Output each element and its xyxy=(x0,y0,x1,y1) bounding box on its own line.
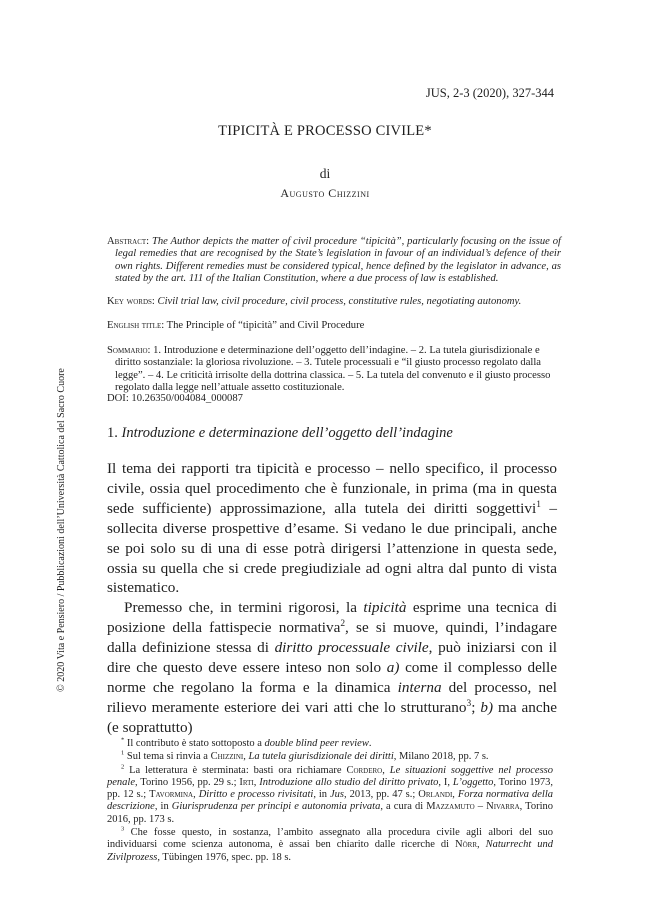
text-run: Il contributo è stato sottoposto a xyxy=(124,738,265,749)
text-run: , 2013, pp. 47 s.; xyxy=(344,789,419,801)
body-paragraph-1 xyxy=(107,459,557,598)
footnote-ref-3: 3 xyxy=(466,698,472,709)
footnote-mark: 3 xyxy=(121,825,125,833)
text-run: Che fosse questo, in sostanza, l’ambito assegnato alla procedura civile agli albori del suo individuarsi come scienza autonoma, è assai ben chiarito dalle ricerche di xyxy=(107,827,553,851)
text-run: – sollecita diverse prospettive d’esame. Si vedano le due principali, anche se poi solo su di una di esse potrà dirigersi l’attenzione in questa sede, ossia su quella che si crede pregiudiziale ad ogni altra dal punto di vista sistematico. xyxy=(107,499,557,597)
footnote-star xyxy=(107,738,553,750)
text-run: Sul tema si rinvia a xyxy=(124,751,211,763)
text-run: , xyxy=(253,776,260,788)
abstract-label: Abstract: xyxy=(107,236,150,247)
english-title xyxy=(107,320,561,332)
footnote-ref-1: 1 xyxy=(536,499,541,510)
italic-run: Giurisprudenza per principi e autonomia privata xyxy=(171,801,381,813)
italic-run: tipicità xyxy=(363,599,407,617)
footnote-mark: 2 xyxy=(121,763,125,771)
footnote-mark: 1 xyxy=(121,749,125,757)
doi: DOI: 10.26350/004084_000087 xyxy=(107,393,243,404)
summary-label: Sommario: xyxy=(107,345,151,356)
text-run: Il tema dei rapporti tra tipicità e processo – nello specifico, il processo civile, ossia quel procedimento che è funzionale, in prima (ma in questa sede sufficiente) approssimazione, alla tutela dei diritti soggettivi xyxy=(107,460,557,517)
section-heading xyxy=(107,425,453,442)
copyright-side-credit: © 2020 Vita e Pensiero / Pubblicazioni dell’Università Cattolica del Sacro Cuore xyxy=(56,368,67,692)
text-run: , xyxy=(382,764,390,776)
text-run: come il complesso delle norme che regolano la forma e la dinamica xyxy=(107,659,557,696)
author-name: Augusto Chizzini xyxy=(280,186,370,200)
footnote-2 xyxy=(107,765,553,826)
text-run: ; xyxy=(471,698,481,716)
text-run: La letteratura è sterminata: basti ora richiamare xyxy=(124,764,347,776)
text-run: , xyxy=(477,839,486,851)
italic-run: interna xyxy=(397,678,442,696)
key-words xyxy=(107,296,561,308)
text-run: , xyxy=(452,789,458,801)
text-run: , in xyxy=(154,801,172,813)
byline-di: di xyxy=(319,166,331,181)
text-run: , Tübingen 1976, spec. pp. 18 s. xyxy=(157,851,292,863)
text-run: , xyxy=(193,789,199,801)
author-ref: Orlandi xyxy=(418,789,453,801)
abstract xyxy=(107,236,561,285)
italic-run: Naturrecht und Zivilprozess xyxy=(107,839,553,863)
english-title-text: The Principle of “tipicità” and Civil Procedure xyxy=(166,320,365,331)
italic-run: double blind peer review xyxy=(264,738,369,749)
footnote-ref-2: 2 xyxy=(340,619,346,630)
section-number: 1. xyxy=(107,425,118,441)
author-ref: Mazzamuto xyxy=(426,801,475,813)
italic-run: Diritto e processo rivisitati xyxy=(198,789,314,801)
abstract-text: The Author depicts the matter of civil procedure “tipicità”, particularly focusing on the issue of legal remedies that are recognised by the State’s legislation in favour of an individual’s defence of their own rights. Different remedies must be considered typical, hence defined by the legislator in advance, as stated by the art. 111 of the Italian Constitution, where a due process of law is established. xyxy=(115,236,561,284)
summary-text: 1. Introduzione e determinazione dell’oggetto dell’indagine. – 2. La tutela giurisdizionale e diritto sostanziale: la gloriosa rivoluzione. – 3. Tutele processuali e “il giusto processo regolato dalla legge”. – 4. Le criticità irrisolte della dottrina classica. – 5. La tutela del convenuto e il giusto processo regolato dalla legge nell’attuale assetto costituzionale. xyxy=(115,345,551,393)
text-run: Premesso che, in termini rigorosi, la xyxy=(124,599,364,617)
footnote-mark: * xyxy=(121,736,125,744)
text-run: , Torino 1973, pp. 12 s.; xyxy=(107,776,554,801)
key-words-label: Key words: xyxy=(107,296,155,307)
text-run: ma anche (e soprattutto) xyxy=(107,698,557,736)
author-ref: Nörr xyxy=(455,839,477,851)
footnotes xyxy=(107,738,553,865)
text-run: , xyxy=(243,751,249,763)
body-text xyxy=(107,459,557,738)
text-run: , in xyxy=(313,789,330,801)
author-ref: Cordero xyxy=(346,764,383,776)
text-run: , I, xyxy=(438,776,453,788)
journal-reference: JUS, 2-3 (2020), 327-344 xyxy=(425,86,554,100)
section-title: Introduzione e determinazione dell’oggetto dell’indagine xyxy=(121,425,453,441)
summary xyxy=(107,345,561,394)
body-paragraph-2 xyxy=(107,598,557,737)
italic-run: a) xyxy=(386,659,400,677)
author-ref: Tavormina xyxy=(149,789,194,801)
italic-run: L’oggetto xyxy=(452,776,494,788)
footnote-3 xyxy=(107,827,553,864)
italic-run: Jus xyxy=(330,789,344,801)
text-run: . xyxy=(368,738,372,749)
italic-run: diritto processuale civile xyxy=(274,639,429,657)
key-words-text: Civil trial law, civil procedure, civil process, constitutive rules, negotiating autonomy. xyxy=(157,296,522,307)
text-run: del processo, nel rilievo meramente esteriore dei vari atti che lo strutturano xyxy=(107,678,557,716)
text-run: , Milano 2018, pp. 7 s. xyxy=(393,751,489,763)
italic-run: La tutela giurisdizionale dei diritti xyxy=(248,751,394,763)
text-run: , a cura di xyxy=(380,801,427,813)
author-ref: Irti xyxy=(239,776,254,788)
text-run: – xyxy=(474,801,487,813)
text-run: esprime una tecnica di posizione della fattispecie normativa xyxy=(107,599,557,637)
text-run: , Torino 2016, pp. 173 s. xyxy=(107,801,554,825)
italic-run: Forza normativa della descrizione xyxy=(107,789,553,813)
english-title-label: English title: xyxy=(107,320,165,331)
italic-run: Le situazioni soggettive nel processo penale xyxy=(107,764,553,788)
text-run: , può iniziarsi con il dire che questo deve essere inteso non solo xyxy=(107,639,558,677)
italic-run: Introduzione allo studio del diritto privato xyxy=(259,776,439,788)
footnote-1 xyxy=(107,751,553,763)
author-ref: Chizzini xyxy=(210,751,244,763)
article-title: TIPICITÀ E PROCESSO CIVILE* xyxy=(218,123,432,139)
italic-run: b) xyxy=(480,698,494,716)
text-run: , Torino 1956, pp. 29 s.; xyxy=(135,776,240,788)
text-run: , se si muove, quindi, l’indagare dalla definizione stessa di xyxy=(107,619,557,657)
author-ref: Nivarra xyxy=(486,801,520,813)
